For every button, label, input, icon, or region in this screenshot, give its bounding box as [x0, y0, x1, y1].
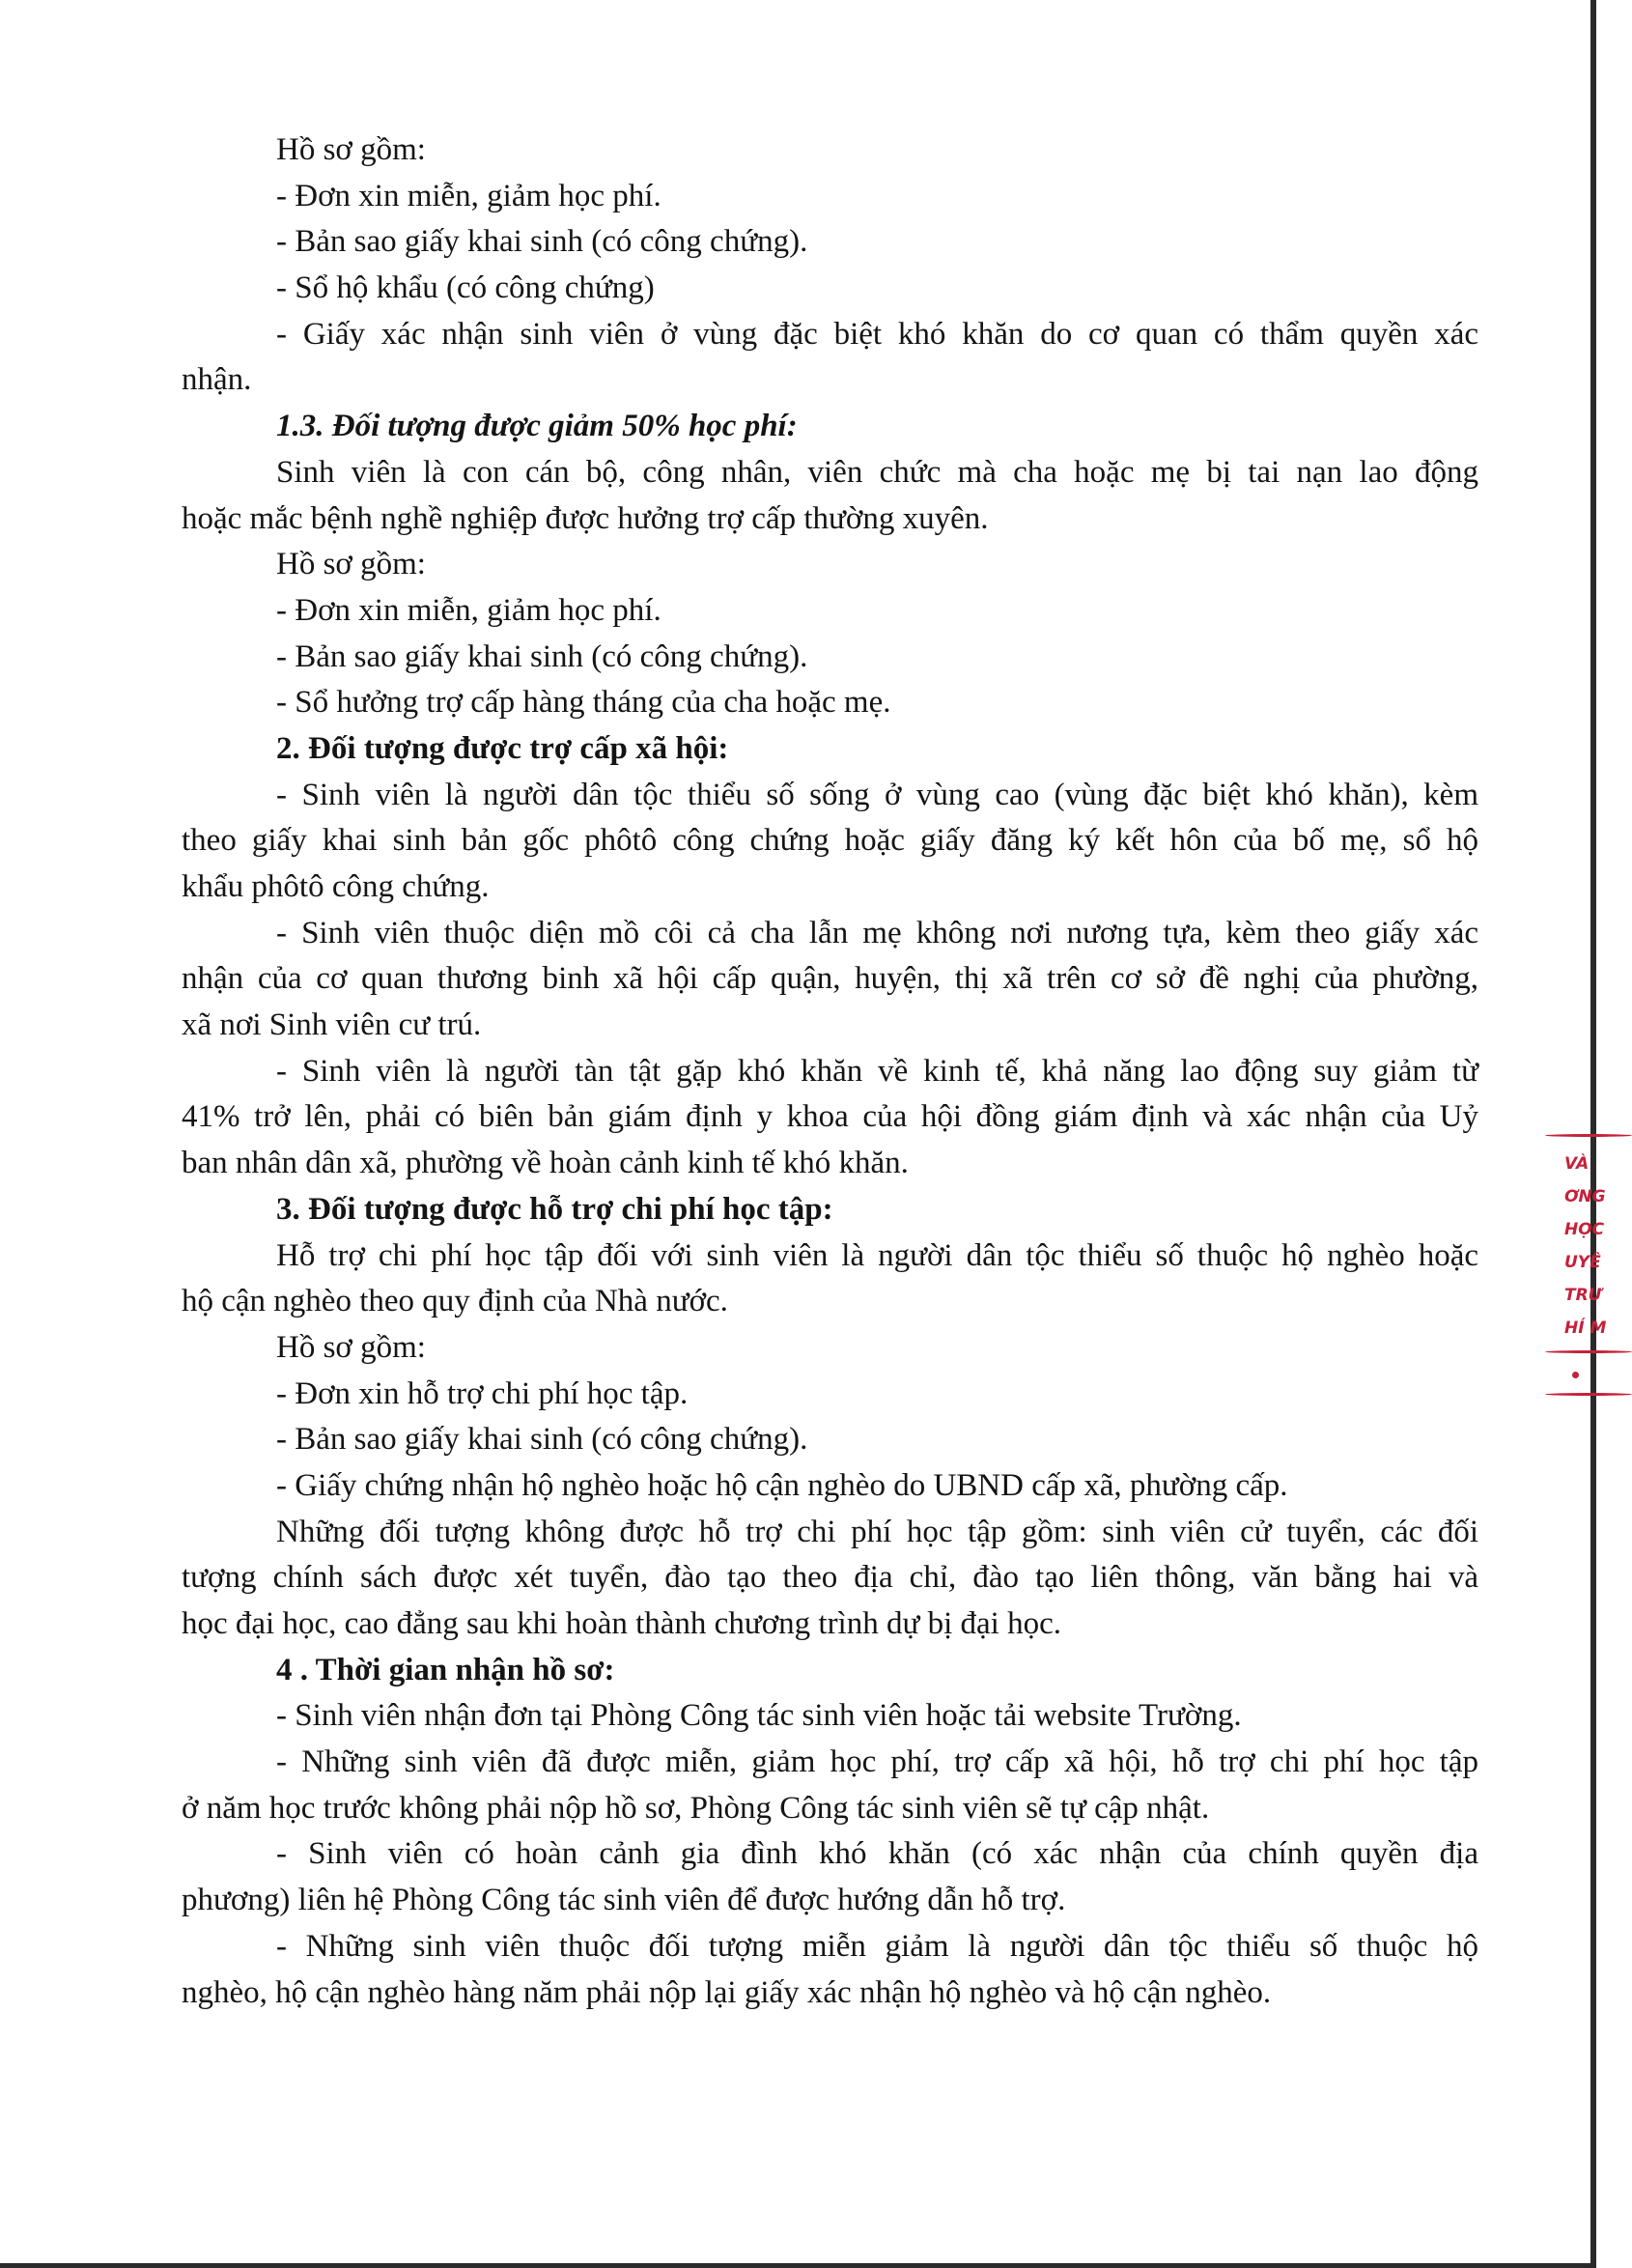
section-heading: 1.3. Đối tượng được giảm 50% học phí:: [276, 409, 798, 444]
text-line: - Đơn xin miễn, giảm học phí.: [276, 178, 661, 213]
text-line: phương) liên hệ Phòng Công tác sinh viên để được hướng dẫn hỗ trợ.: [182, 1883, 1066, 1918]
text-line: Những đối tượng không được hỗ trợ chi phí học tập gồm: sinh viên cử tuyển, các đối: [276, 1514, 1478, 1549]
text-line: ở năm học trước không phải nộp hồ sơ, Phòng Công tác sinh viên sẽ tự cập nhật.: [182, 1790, 1210, 1826]
text-line: - Bản sao giấy khai sinh (có công chứng).: [276, 1422, 808, 1458]
document-body: [182, 128, 1478, 2016]
text-line: 41% trở lên, phải có biên bản giám định y khoa của hội đồng giám định và xác nhận của Uỷ: [182, 1099, 1478, 1135]
text-line: Hồ sơ gồm:: [276, 132, 426, 167]
text-line: Hỗ trợ chi phí học tập đối với sinh viên là người dân tộc thiểu số thuộc hộ nghèo hoặc: [276, 1237, 1478, 1273]
text-line: tượng chính sách được xét tuyển, đào tạo theo địa chỉ, đào tạo liên thông, văn bằng hai và: [182, 1560, 1478, 1596]
stamp-arc-outer: [1545, 1393, 1632, 1396]
text-line: nhận của cơ quan thương binh xã hội cấp quận, huyện, thị xã trên cơ sở đề nghị của phường,: [182, 961, 1478, 997]
text-line: Hồ sơ gồm:: [276, 547, 426, 582]
page-edge-bottom: [0, 2263, 1596, 2268]
text-line: - Sinh viên nhận đơn tại Phòng Công tác sinh viên hoặc tải website Trường.: [276, 1698, 1242, 1734]
text-line: - Đơn xin hỗ trợ chi phí học tập.: [276, 1375, 689, 1411]
stamp-fragment: HỌC: [1564, 1220, 1605, 1239]
text-line: học đại học, cao đẳng sau khi hoàn thành chương trình dự bị đại học.: [182, 1606, 1061, 1641]
red-stamp-fragment: [1535, 1119, 1607, 1413]
text-line: - Sinh viên là người tàn tật gặp khó khăn về kinh tế, khả năng lao động suy giảm từ: [276, 1053, 1478, 1089]
stamp-star: [1572, 1372, 1579, 1378]
text-line: khẩu phôtô công chứng.: [182, 869, 490, 904]
section-heading: 3. Đối tượng được hỗ trợ chi phí học tập:: [276, 1191, 833, 1227]
stamp-arc-bottom: [1545, 1350, 1632, 1353]
text-line: Sinh viên là con cán bộ, công nhân, viên chức mà cha hoặc mẹ bị tai nạn lao động: [276, 454, 1478, 490]
text-line: Hồ sơ gồm:: [276, 1329, 426, 1365]
text-line: - Sổ hưởng trợ cấp hàng tháng của cha hoặc mẹ.: [276, 685, 891, 721]
text-line: nhận.: [182, 362, 252, 398]
stamp-arc-top: [1545, 1134, 1632, 1137]
stamp-fragment: HÍ M: [1564, 1318, 1607, 1338]
stamp-fragment: VÀ: [1564, 1154, 1590, 1174]
stamp-fragment: ƠNG: [1564, 1187, 1606, 1206]
text-line: - Bản sao giấy khai sinh (có công chứng).: [276, 638, 808, 674]
text-line: theo giấy khai sinh bản gốc phôtô công chứng hoặc giấy đăng ký kết hôn của bố mẹ, sổ hộ: [182, 823, 1478, 859]
section-heading: 2. Đối tượng được trợ cấp xã hội:: [276, 730, 729, 766]
text-line: - Giấy xác nhận sinh viên ở vùng đặc biệt khó khăn do cơ quan có thẩm quyền xác: [276, 316, 1478, 352]
text-line: hoặc mắc bệnh nghề nghiệp được hưởng trợ cấp thường xuyên.: [182, 500, 989, 536]
section-heading: 4 . Thời gian nhận hồ sơ:: [276, 1652, 615, 1687]
text-line: hộ cận nghèo theo quy định của Nhà nước.: [182, 1284, 728, 1319]
text-line: ban nhân dân xã, phường về hoàn cảnh kinh tế khó khăn.: [182, 1146, 909, 1181]
stamp-fragment: TRƯ: [1564, 1286, 1602, 1305]
text-line: xã nơi Sinh viên cư trú.: [182, 1007, 482, 1043]
stamp-fragment: UYÊ: [1564, 1253, 1601, 1272]
text-line: - Đơn xin miễn, giảm học phí.: [276, 592, 661, 628]
text-line: - Sổ hộ khẩu (có công chứng): [276, 270, 655, 306]
text-line: nghèo, hộ cận nghèo hàng năm phải nộp lại giấy xác nhận hộ nghèo và hộ cận nghèo.: [182, 1974, 1272, 2010]
text-line: - Sinh viên là người dân tộc thiểu số sống ở vùng cao (vùng đặc biệt khó khăn), kèm: [276, 777, 1478, 812]
text-line: - Giấy chứng nhận hộ nghèo hoặc hộ cận nghèo do UBND cấp xã, phường cấp.: [276, 1467, 1288, 1503]
text-line: - Sinh viên có hoàn cảnh gia đình khó khăn (có xác nhận của chính quyền địa: [276, 1836, 1478, 1872]
stamp-text: [1564, 1148, 1606, 1345]
text-line: - Những sinh viên đã được miễn, giảm học phí, trợ cấp xã hội, hỗ trợ chi phí học tập: [276, 1744, 1478, 1780]
text-line: - Sinh viên thuộc diện mồ côi cả cha lẫn mẹ không nơi nương tựa, kèm theo giấy xác: [276, 915, 1478, 950]
text-line: - Những sinh viên thuộc đối tượng miễn giảm là người dân tộc thiểu số thuộc hộ: [276, 1928, 1478, 1964]
text-line: - Bản sao giấy khai sinh (có công chứng).: [276, 224, 808, 260]
